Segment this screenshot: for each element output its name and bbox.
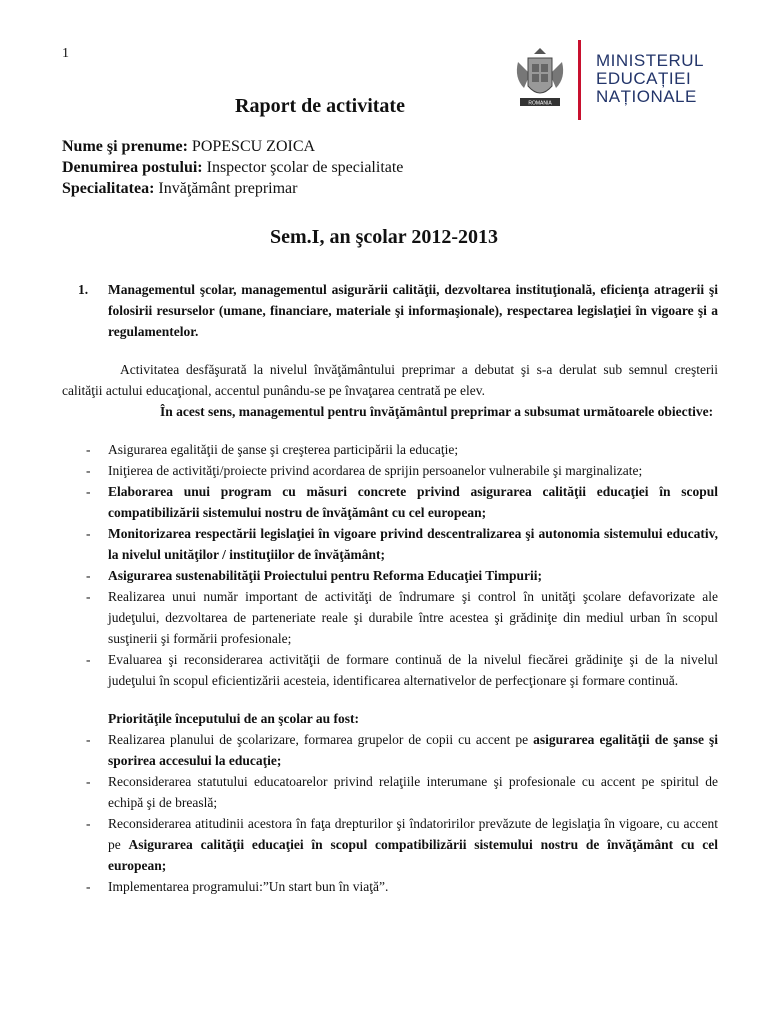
name-row — [62, 136, 403, 157]
list-item: - Elaborarea unui program cu măsuri concrete privind asigurarea calităţii educaţiei în scopul compatibilizării sistemului nostru de învăţământ cu cel european; — [86, 484, 718, 520]
report-body — [62, 279, 718, 897]
list-item: - Evaluarea şi reconsiderarea activităţii de formare continuă de la nivelul fiecărei grădiniţe şi de la nivelul judeţului în scopul eficientizării acesteia, identificarea alternativelor de perfecţionare şi formare continuă. — [86, 652, 718, 688]
name-value: POPESCU ZOICA — [187, 138, 316, 155]
semester-heading: Sem.I, an şcolar 2012-2013 — [270, 226, 498, 248]
objectives-list — [62, 439, 718, 691]
ministry-line-2: EDUCAȚIEI — [596, 69, 692, 88]
crest-label: ROMANIA — [528, 100, 552, 107]
post-label: Denumirea postului: — [62, 159, 203, 176]
specialty-label: Specialitatea: — [62, 180, 155, 197]
page-number: 1 — [62, 46, 69, 61]
list-item: - Monitorizarea respectării legislaţiei în vigoare privind descentralizarea şi autonomia sistemului educativ, la nivelul unităţilor / instituţiilor de învăţământ; — [86, 526, 718, 562]
specialty-row — [62, 178, 403, 199]
page-title: Raport de activitate — [235, 95, 405, 117]
post-value: Inspector şcolar de specialitate — [202, 159, 404, 176]
list-item: - Implementarea programului:”Un start bun în viaţă”. — [86, 879, 389, 894]
priorities-list — [62, 729, 718, 897]
employee-info — [62, 136, 403, 199]
list-item: - Realizarea unui număr important de activităţi de îndrumare şi control în unităţi şcolare defavorizate ale judeţului, dezvoltarea de parteneriate reale şi durabile între acestea şi grădiniţe din mediul urban în scopul susţinerii şi formării profesionale; — [86, 589, 718, 646]
list-item: - Iniţierea de activităţi/proiecte privind acordarea de sprijin persoanelor vulnerabile şi marginalizate; — [86, 463, 643, 478]
list-item: - Realizarea planului de şcolarizare, formarea grupelor de copii cu accent pe asigurarea egalităţii de şanse şi sporirea accesului la educaţie; — [86, 732, 719, 768]
list-item: - Asigurarea sustenabilităţii Proiectului pentru Reforma Educaţiei Timpurii; — [86, 568, 542, 583]
paragraph-1: Activitatea desfăşurată la nivelul învăţământului preprimar a debutat şi s-a derulat sub semnul creşterii calităţii actului educaţional, accentul punându-se pe învaţarea centrată pe elev. — [62, 362, 718, 398]
list-item: - Asigurarea egalităţii de şanse şi creşterea participării la educaţie; — [86, 442, 459, 457]
specialty-value: Invăţământ preprimar — [154, 180, 298, 197]
paragraph-2: În acest sens, managementul pentru învăţământul preprimar a subsumat următoarele obiective: — [160, 404, 714, 419]
section-1-number: 1. — [78, 282, 89, 297]
post-row — [62, 157, 403, 178]
list-item: - Reconsiderarea statutului educatoarelor privind relaţiile interumane şi profesionale cu accent pe spiritul de echipă şi de breaslă; — [86, 774, 718, 810]
ministry-line-3: NAȚIONALE — [596, 87, 697, 106]
section-1 — [62, 279, 718, 342]
list-item: - Reconsiderarea atitudinii acestora în faţa drepturilor şi îndatoririlor prevăzute de legislaţia în vigoare, cu accent pe Asigurarea calităţii educaţiei în scopul compatibilizării sistemului nostru de învăţământ cu cel european; — [86, 816, 719, 873]
name-label: Nume şi prenume: — [62, 138, 188, 155]
priorities-heading: Priorităţile începutului de an şcolar au fost: — [108, 711, 359, 726]
section-1-heading: Managementul şcolar, managementul asigurării calităţii, dezvoltarea instituţională, eficienţa atragerii şi folosirii resurselor (umane, financiare, materiale şi informaşionale), respectarea legislaţiei în vigoare şi a regulamentelor. — [108, 282, 718, 339]
ministry-line-1: MINISTERUL — [596, 51, 704, 70]
